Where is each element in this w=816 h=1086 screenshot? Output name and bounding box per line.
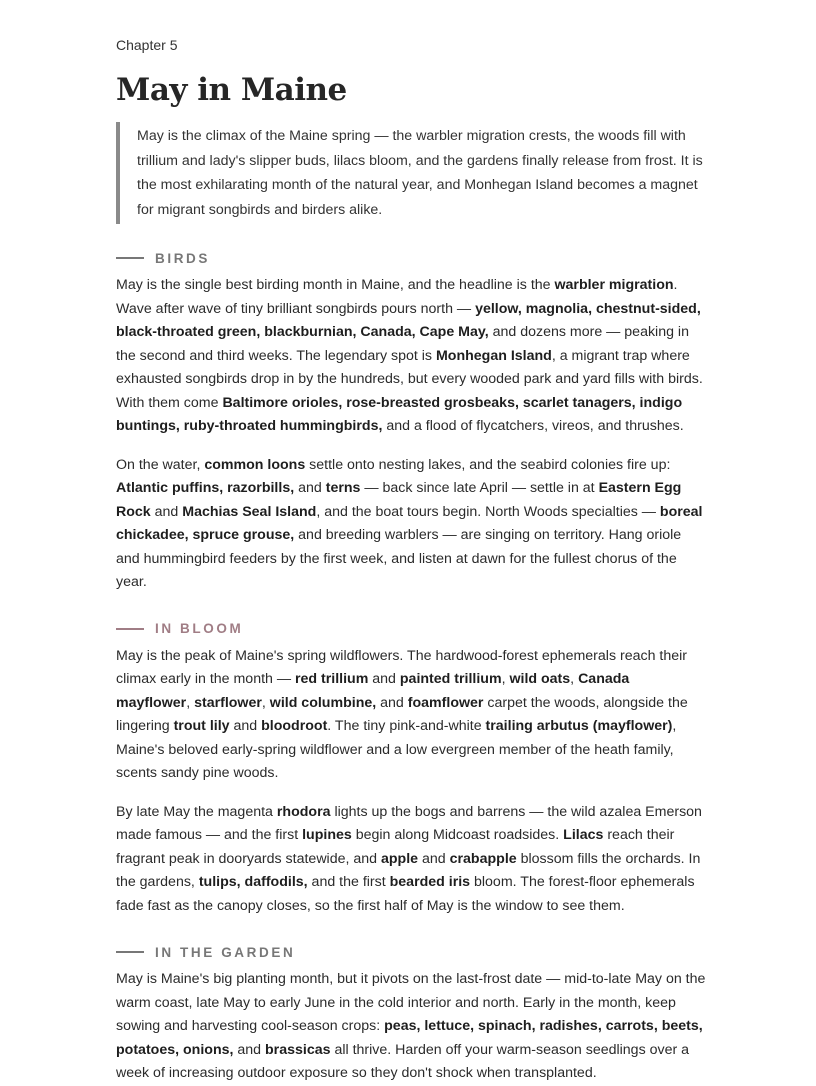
- bold-term: common loons: [204, 456, 306, 473]
- bold-term: starflower: [194, 694, 262, 711]
- chapter-content: [116, 36, 706, 1086]
- paragraph: May is the peak of Maine's spring wildflowers. The hardwood-forest ephemerals reach their climax early in the month — red trillium and painted trillium, wild oats, Canada mayflower, starflower, wild columbine, and foamflower carpet the woods, alongside the lingering trout lily and bloodroot. The tiny pink-and-white trailing arbutus (mayflower), Maine's beloved early-spring wildflower and a low evergreen member of the heath family, scents sandy pine woods.: [116, 647, 688, 781]
- bold-term: boreal chickadee, spruce grouse,: [116, 503, 703, 543]
- paragraph: May is Maine's big planting month, but it pivots on the last-frost date — mid-to-late May on the warm coast, late May to early June in the cold interior and north. Early in the month, keep sowing and harvesting cool-season crops: peas, lettuce, spinach, radishes, carrots, beets, potatoes, onions, and brassicas all thrive. Harden off your warm-season seedlings over a week of increasing outdoor exposure so they don't shock when transplanted.: [116, 971, 706, 1081]
- paragraph: On the water, common loons settle onto nesting lakes, and the seabird colonies fire up: Atlantic puffins, razorbills, and terns — back since late April — settle in at Eastern Egg Rock and Machias Seal Island, and the boat tours begin. North Woods specialties — boreal chickadee, spruce grouse, and breeding warblers — are singing on territory. Hang oriole and hummingbird feeders by the first week, and listen at dawn for the fullest chorus of the year.: [116, 456, 703, 590]
- section-label: IN BLOOM: [155, 621, 244, 636]
- section-in-the-garden: [116, 943, 706, 1086]
- paragraph: May is the single best birding month in Maine, and the headline is the warbler migration. Wave after wave of tiny brilliant songbirds pours north — yellow, magnolia, chestnut-sided, black-throated green, blackburnian, Canada, Cape May, and dozens more — peaking in the second and third weeks. The legendary spot is Monhegan Island, a migrant trap where exhausted songbirds drop in by the hundreds, but every wooded park and yard fills with birds. With them come Baltimore orioles, rose-breasted grosbeaks, scarlet tanagers, indigo buntings, ruby-throated hummingbirds, and a flood of flycatchers, vireos, and thrushes.: [116, 277, 703, 434]
- bold-term: trout lily: [173, 718, 230, 734]
- bold-term: trailing arbutus (mayflower): [485, 718, 673, 734]
- bold-term: foamflower: [407, 694, 484, 711]
- heading-rule: [116, 628, 144, 630]
- bold-term: peas, lettuce, spinach, radishes, carrots, beets, potatoes, onions,: [116, 1018, 703, 1058]
- chapter-label: Chapter 5: [116, 37, 178, 53]
- section-heading-birds: [116, 249, 706, 267]
- section-heading-in-the-garden: [116, 943, 706, 961]
- bold-term: brassicas: [265, 1041, 331, 1058]
- section-birds: [116, 249, 706, 595]
- heading-rule: [116, 951, 144, 953]
- bold-term: tulips, daffodils,: [198, 874, 308, 890]
- bold-term: wild oats: [509, 671, 571, 687]
- section-label: IN THE GARDEN: [155, 944, 296, 960]
- bold-term: crabapple: [449, 850, 517, 867]
- bold-term: wild columbine,: [269, 694, 377, 711]
- bold-term: apple: [381, 850, 419, 867]
- bold-term: Atlantic puffins, razorbills,: [116, 480, 295, 496]
- section-label: BIRDS: [155, 250, 211, 266]
- bold-term: rhodora: [276, 803, 331, 820]
- intro-blockquote: May is the climax of the Maine spring — the warbler migration crests, the woods fill with trillium and lady's slipper buds, lilacs bloom, and the gardens finally release from frost. It is the most exhilarating month of the natural year, and Monhegan Island becomes a magnet for migrant songbirds and birders alike.: [116, 122, 706, 224]
- bold-term: bearded iris: [389, 874, 471, 890]
- bold-term: Lilacs: [563, 827, 604, 843]
- section-heading-in-bloom: [116, 620, 706, 638]
- bold-term: red trillium: [295, 671, 369, 687]
- paragraph: By late May the magenta rhodora lights up the bogs and barrens — the wild azalea Emerson made famous — and the first lupines begin along Midcoast roadsides. Lilacs reach their fragrant peak in dooryards statewide, and apple and crabapple blossom fills the orchards. In the gardens, tulips, daffodils, and the first bearded iris bloom. The forest-floor ephemerals fade fast as the canopy closes, so the first half of May is the window to see them.: [116, 803, 702, 914]
- bold-term: Monhegan Island: [435, 347, 552, 364]
- bold-term: Canada mayflower: [116, 671, 630, 711]
- bold-term: painted trillium: [399, 671, 502, 687]
- section-in-bloom: [116, 620, 706, 919]
- bold-term: Baltimore orioles, rose-breasted grosbeaks, scarlet tanagers, indigo buntings, ruby-throated hummingbirds,: [116, 394, 683, 434]
- bold-term: yellow, magnolia, chestnut-sided, black-throated green, blackburnian, Canada, Cape May,: [116, 300, 701, 340]
- heading-rule: [116, 257, 144, 259]
- page-title: May in Maine: [116, 72, 347, 108]
- bold-term: Machias Seal Island: [182, 503, 317, 520]
- bold-term: lupines: [302, 827, 352, 843]
- bold-term: Eastern Egg Rock: [116, 480, 682, 520]
- bold-term: bloodroot: [261, 718, 328, 734]
- bold-term: warbler migration: [554, 277, 674, 293]
- bold-term: terns: [325, 480, 361, 496]
